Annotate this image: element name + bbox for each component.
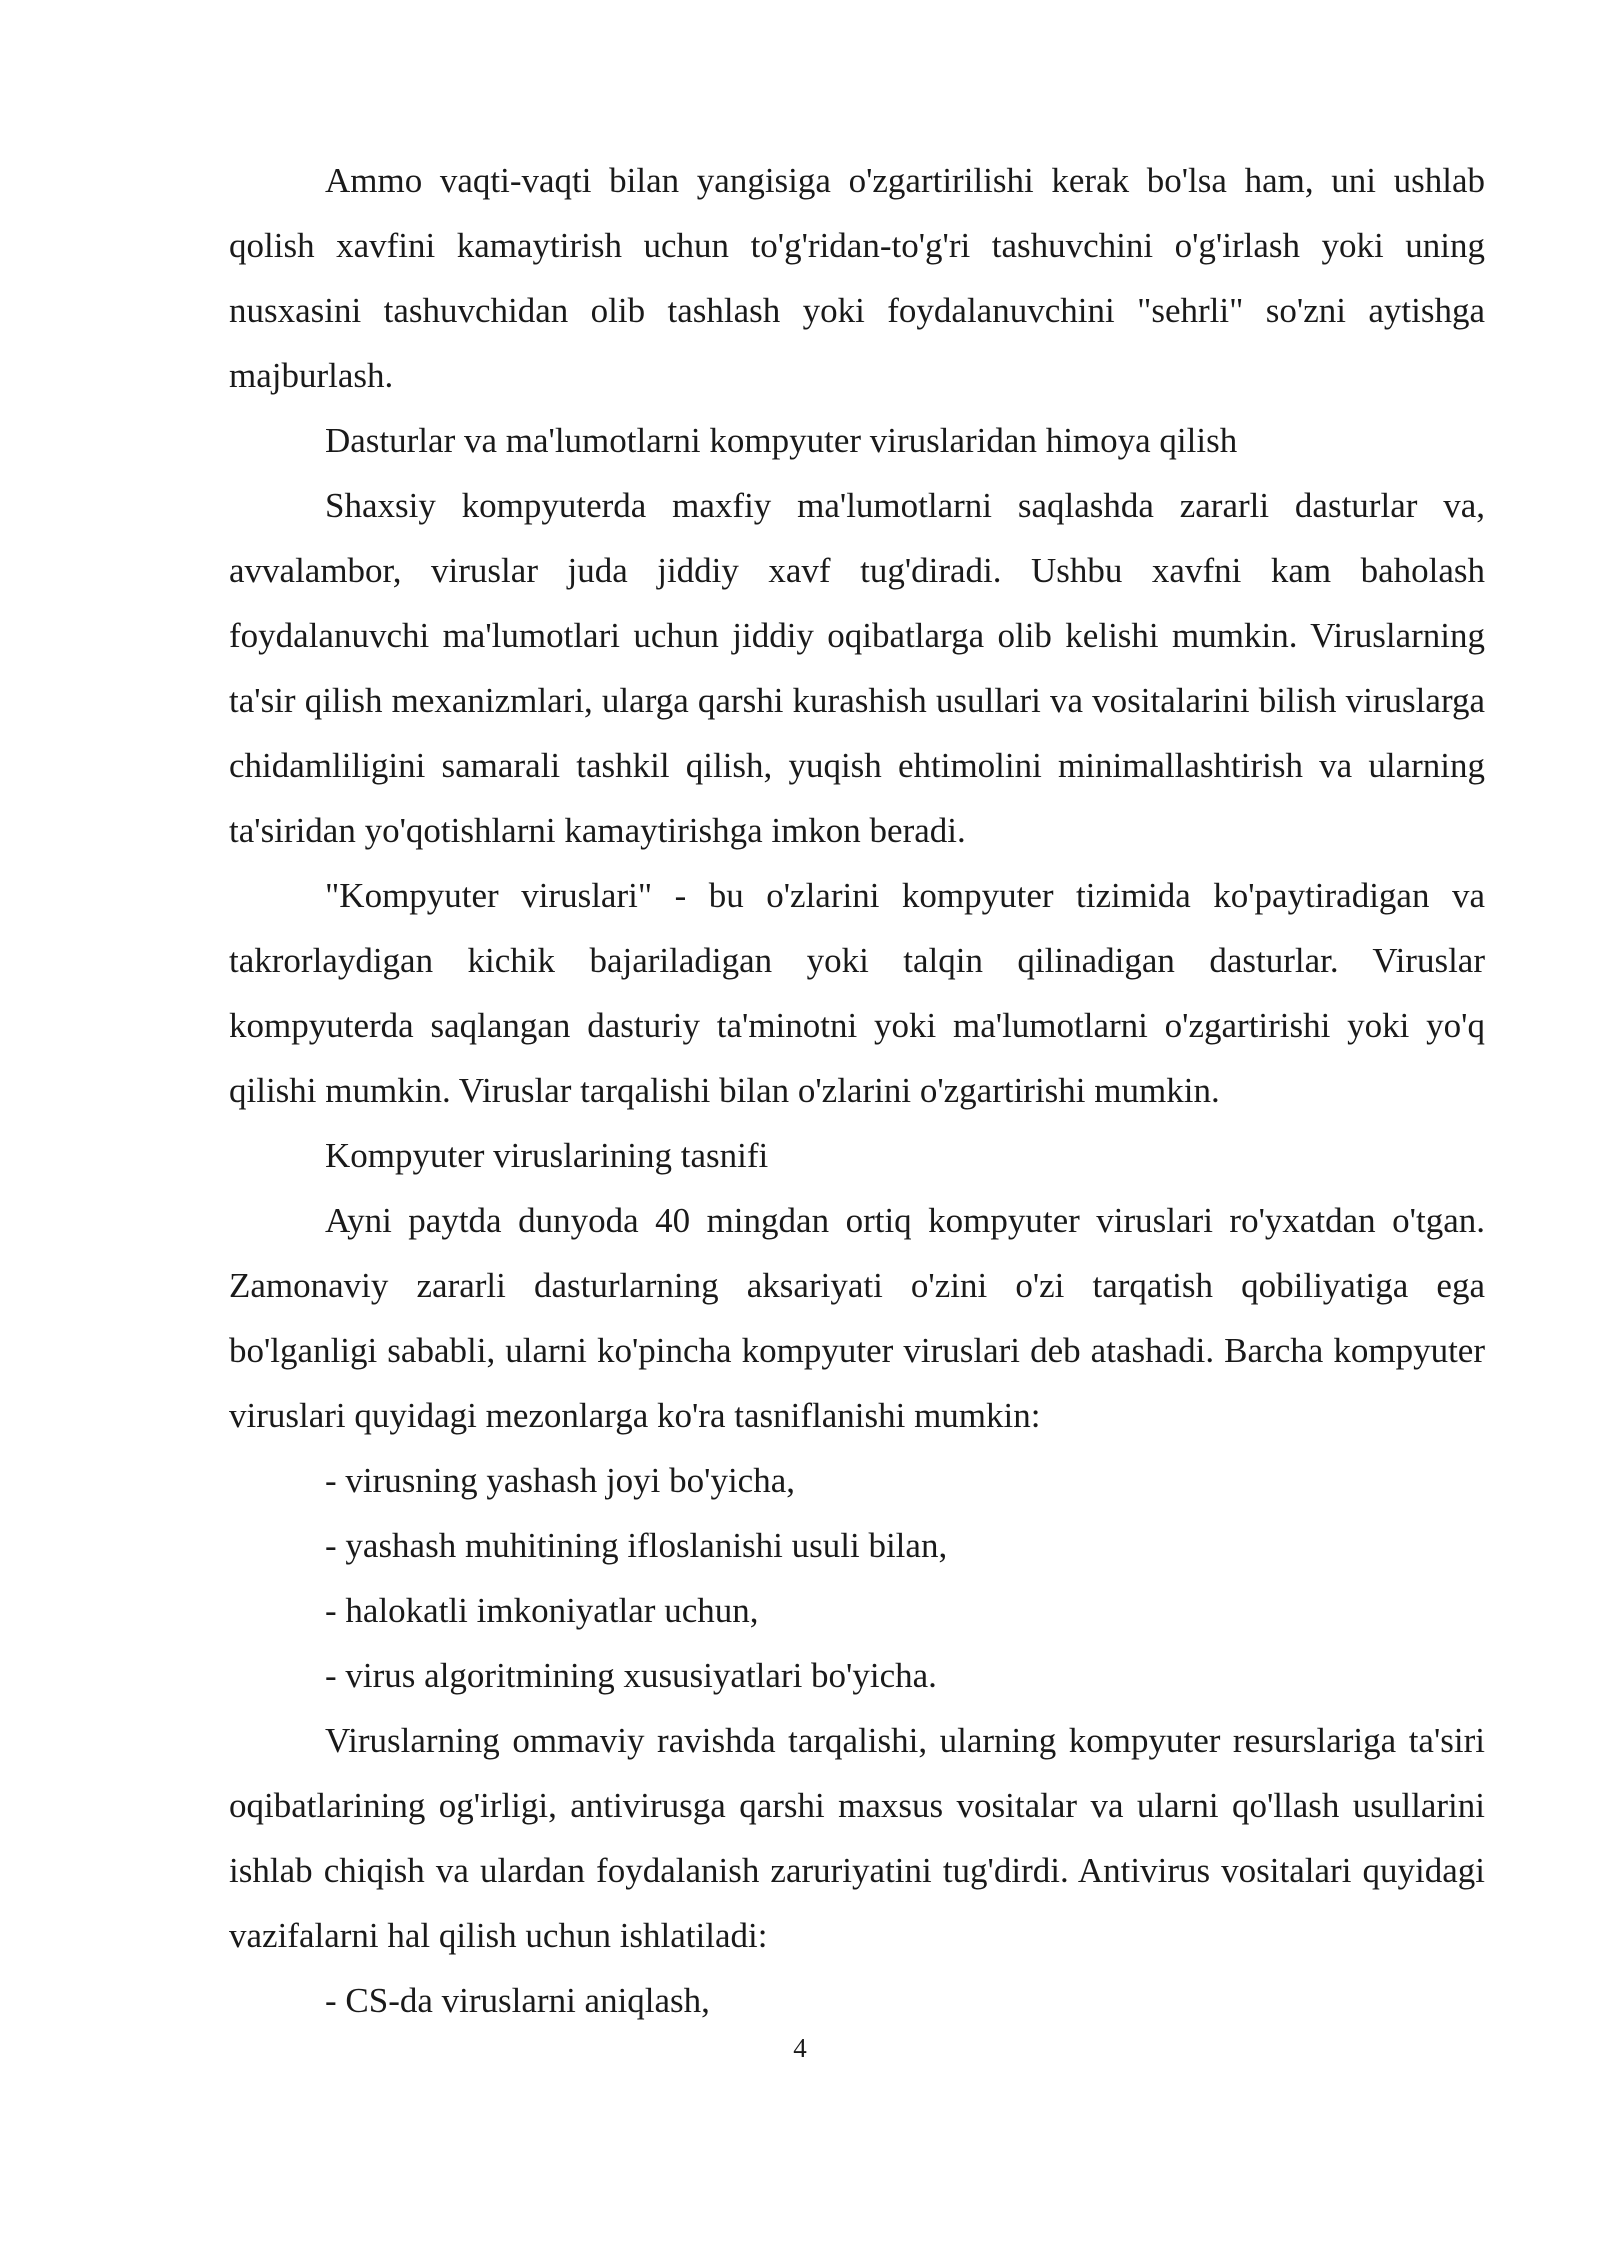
document-page — [229, 148, 1485, 2033]
section-heading: Kompyuter viruslarining tasnifi — [325, 1136, 769, 1175]
section-heading: Dasturlar va ma'lumotlarni kompyuter viruslaridan himoya qilish — [325, 421, 1238, 460]
paragraph: Viruslarning ommaviy ravishda tarqalishi, ularning kompyuter resurslariga ta'siri oqibatlarining og'irligi, antivirusga qarshi maxsus vositalar va ularni qo'llash usullarini ishlab chiqish va ulardan foydalanish zaruriyatini tug'dirdi. Antivirus vositalari quyidagi vazifalarni hal qilish uchun ishlatiladi: — [229, 1721, 1485, 1955]
list-item: - halokatli imkoniyatlar uchun, — [325, 1591, 759, 1630]
paragraph: Shaxsiy kompyuterda maxfiy ma'lumotlarni saqlashda zararli dasturlar va, avvalambor, viruslar juda jiddiy xavf tug'diradi. Ushbu xavfni kam baholash foydalanuvchi ma'lumotlari uchun jiddiy oqibatlarga olib kelishi mumkin. Viruslarning ta'sir qilish mexanizmlari, ularga qarshi kurashish usullari va vositalarini bilish viruslarga chidamliligini samarali tashkil qilish, yuqish ehtimolini minimallashtirish va ularning ta'siridan yo'qotishlarni kamaytirishga imkon beradi. — [229, 486, 1485, 850]
list-item: - yashash muhitining ifloslanishi usuli bilan, — [325, 1526, 948, 1565]
paragraph: Ayni paytda dunyoda 40 mingdan ortiq kompyuter viruslari ro'yxatdan o'tgan. Zamonaviy zararli dasturlarning aksariyati o'zini o'zi tarqatish qobiliyatiga ega bo'lganligi sababli, ularni ko'pincha kompyuter viruslari deb atashadi. Barcha kompyuter viruslari quyidagi mezonlarga ko'ra tasniflanishi mumkin: — [229, 1201, 1485, 1435]
paragraph: "Kompyuter viruslari" - bu o'zlarini kompyuter tizimida ko'paytiradigan va takrorlaydigan kichik bajariladigan yoki talqin qilinadigan dasturlar. Viruslar kompyuterda saqlangan dasturiy ta'minotni yoki ma'lumotlarni o'zgartirishi yoki yo'q qilishi mumkin. Viruslar tarqalishi bilan o'zlarini o'zgartirishi mumkin. — [229, 876, 1485, 1110]
list-item: - virusning yashash joyi bo'yicha, — [325, 1461, 795, 1500]
list-item: - virus algoritmining xususiyatlari bo'yicha. — [325, 1656, 937, 1695]
paragraph: Ammo vaqti-vaqti bilan yangisiga o'zgartirilishi kerak bo'lsa ham, uni ushlab qolish xavfini kamaytirish uchun to'g'ridan-to'g'ri tashuvchini o'g'irlash yoki uning nusxasini tashuvchidan olib tashlash yoki foydalanuvchini "sehrli" so'zni aytishga majburlash. — [229, 161, 1485, 395]
list-item: - CS-da viruslarni aniqlash, — [325, 1981, 710, 2020]
page-number: 4 — [793, 2033, 807, 2063]
